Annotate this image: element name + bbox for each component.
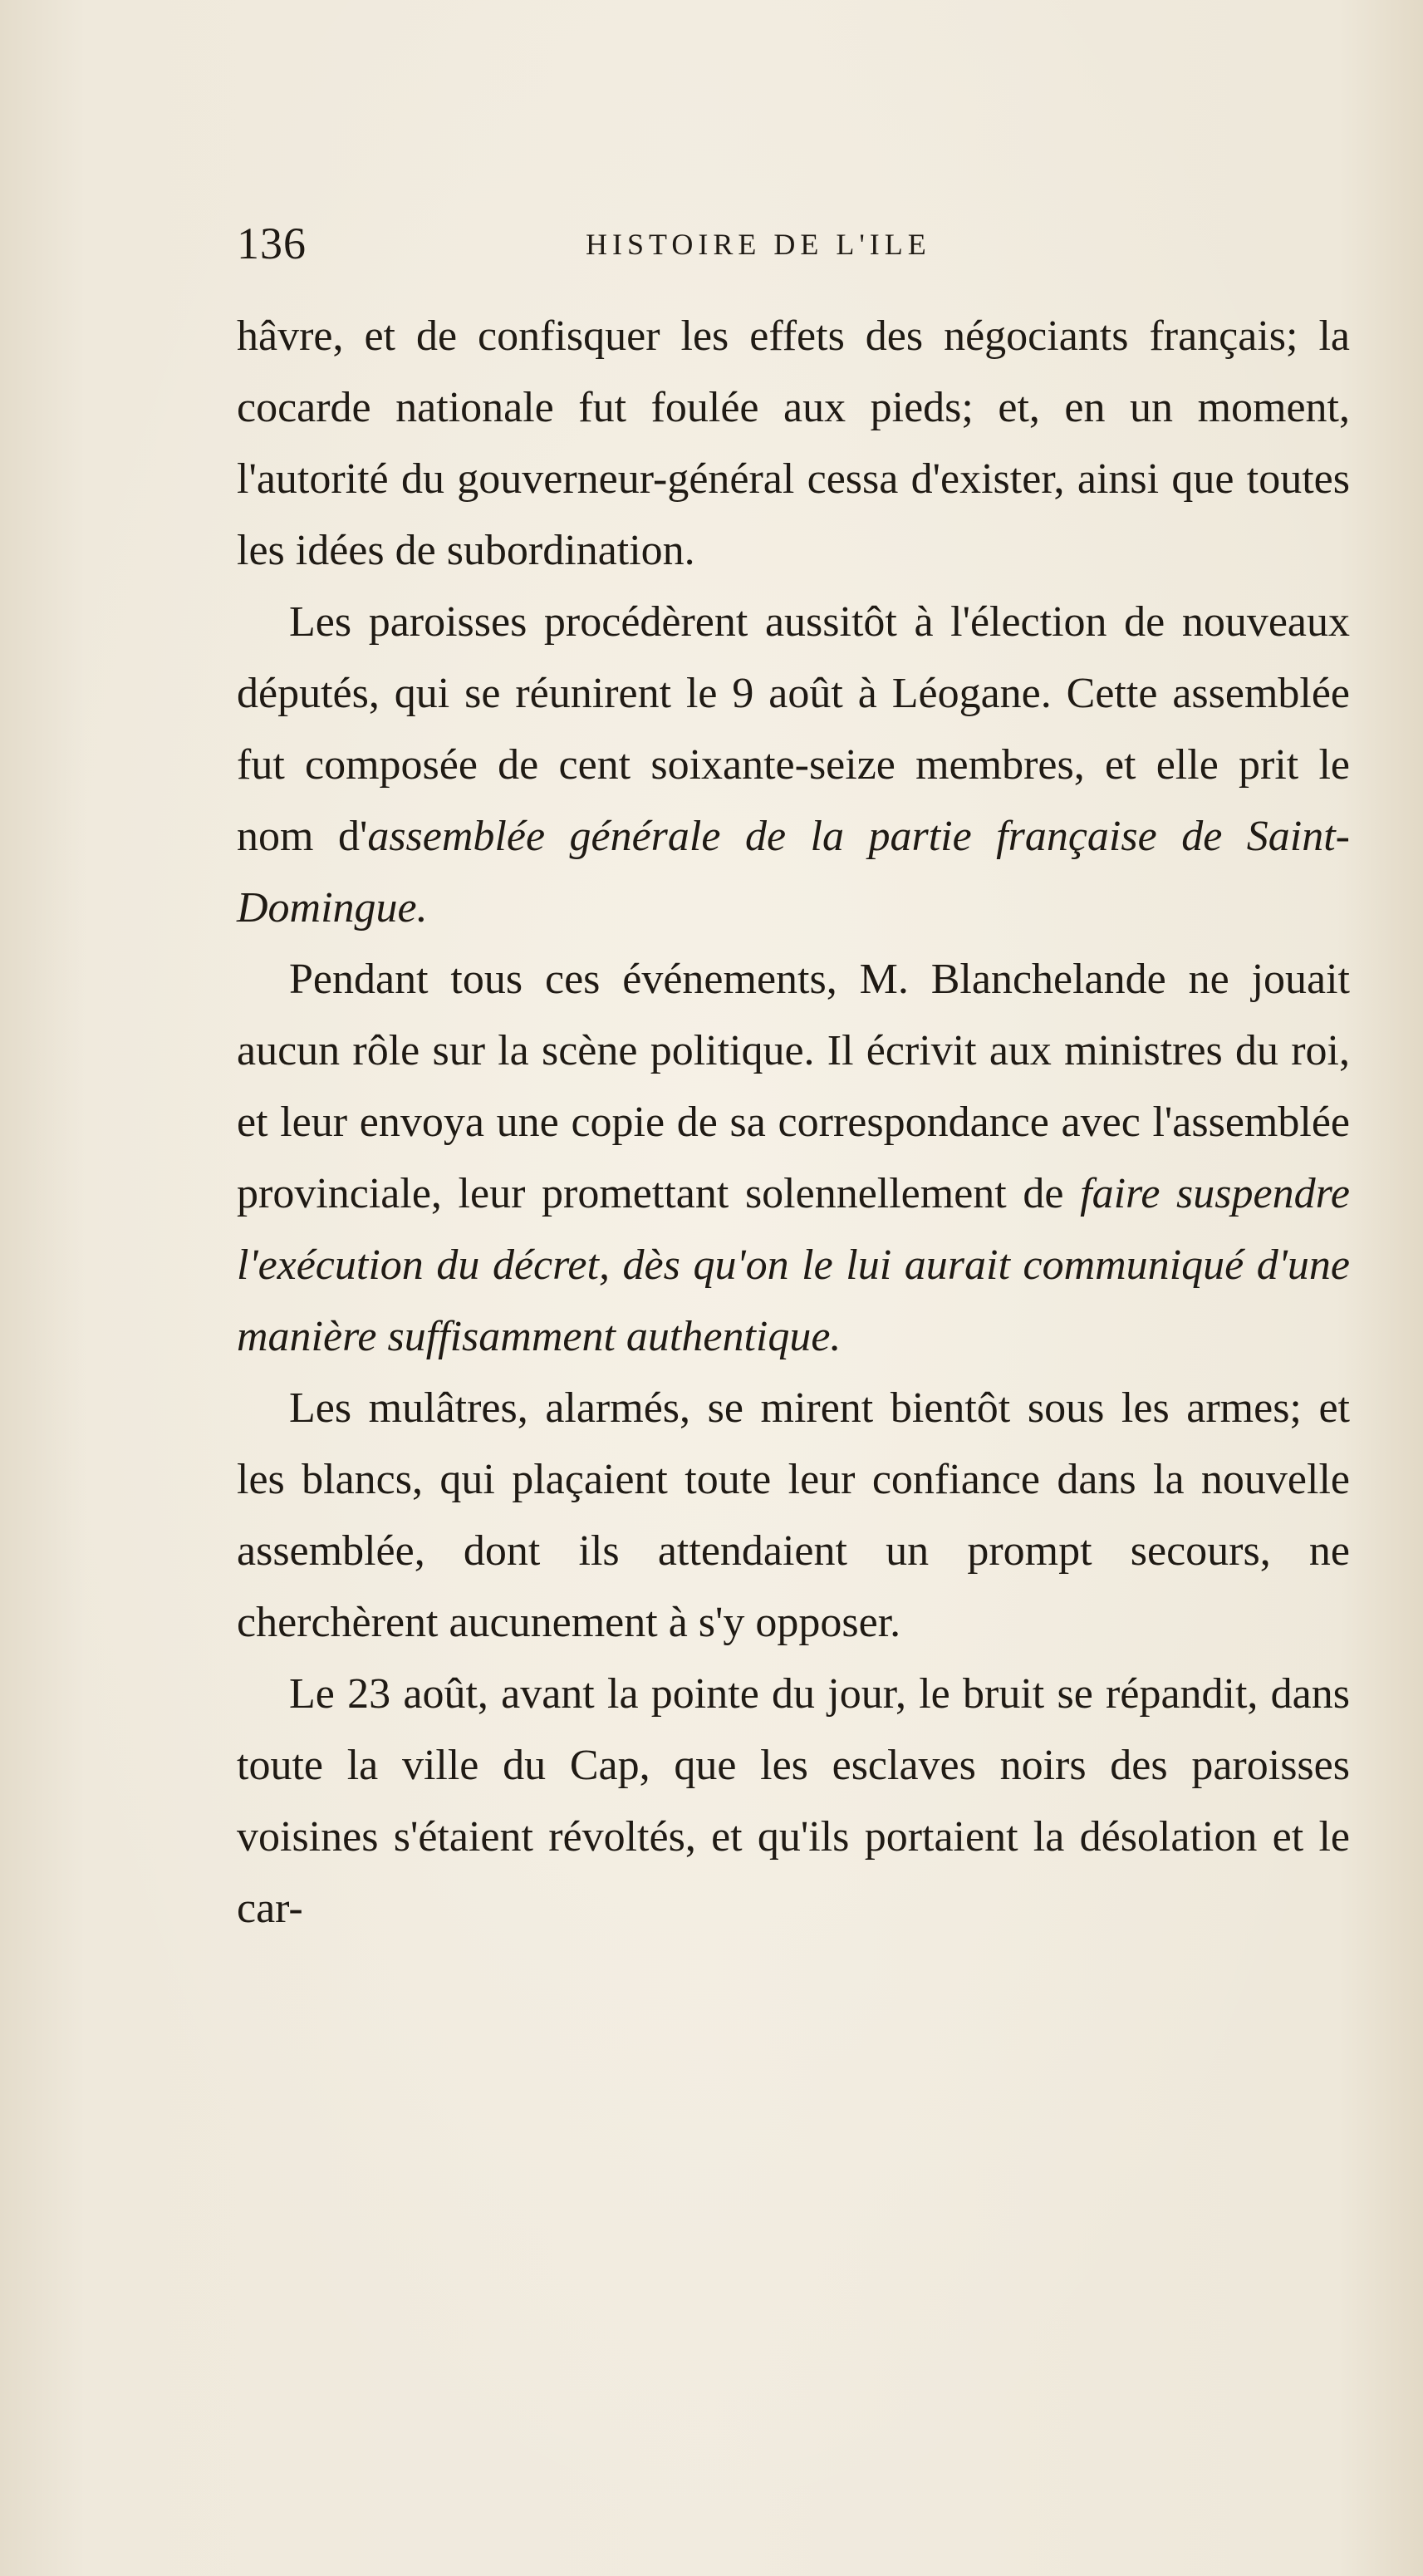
- paragraph: [237, 944, 1350, 1373]
- page-header: [237, 214, 1400, 273]
- paragraph-text: Les paroisses procédèrent aussitôt à l'élection de nouveaux députés, qui se réunirent le 9 août à Léogane. Cette assemblée fut composée de cent soixante-seize membres, et elle prit le nom d': [237, 598, 1350, 860]
- italic-text: faire suspendre l'exécution du décret, dès qu'on le lui aurait communiqué d'une manière suffisamment authentique.: [237, 1170, 1350, 1360]
- body-text: [237, 301, 1350, 1944]
- paragraph: [237, 301, 1350, 587]
- italic-text: assemblée générale de la partie française de Saint-Domingue.: [237, 813, 1350, 932]
- paragraph: [237, 1659, 1350, 1944]
- paragraph-text: Pendant tous ces événements, M. Blanchelande ne jouait aucun rôle sur la scène politique. Il écrivit aux ministres du roi, et leur envoya une copie de sa correspondance avec l'assemblée provinciale, leur promettant solennellement de: [237, 956, 1350, 1217]
- running-head: HISTOIRE DE L'ILE: [586, 228, 931, 261]
- paragraph-text: hâvre, et de confisquer les effets des négociants français; la cocarde nationale fut foulée aux pieds; et, en un moment, l'autorité du gouverneur-général cessa d'exister, ainsi que toutes les idées de subordination.: [237, 312, 1350, 574]
- paragraph: [237, 587, 1350, 944]
- paragraph-text: Le 23 août, avant la pointe du jour, le bruit se répandit, dans toute la ville du Cap, que les esclaves noirs des paroisses voisines s'étaient révoltés, et qu'ils portaient la désolation et le car-: [237, 1670, 1350, 1932]
- paragraph: [237, 1373, 1350, 1659]
- paragraph-text: Les mulâtres, alarmés, se mirent bientôt sous les armes; et les blancs, qui plaçaient toute leur confiance dans la nouvelle assemblée, dont ils attendaient un prompt secours, ne cherchèrent aucunement à s'y opposer.: [237, 1384, 1350, 1646]
- page-number: 136: [237, 219, 307, 268]
